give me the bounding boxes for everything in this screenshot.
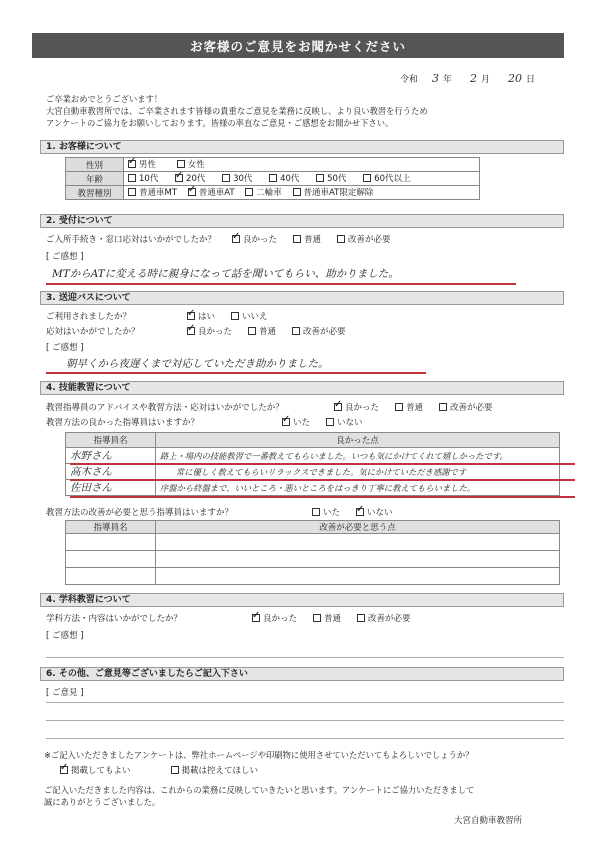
course-mt-checkbox[interactable]: 普通車MT: [128, 186, 177, 198]
month-value[interactable]: 2: [470, 72, 478, 85]
bus-comment-label: [ ご感想 ]: [46, 343, 84, 353]
skill-improve-checkbox[interactable]: 改善が必要: [439, 401, 493, 413]
reception-question: ご入所手続き・窓口応対はいかがでしたか？ ✓ 良かった 普通 改善が必要: [46, 233, 391, 245]
section-header-reception: 2. 受付について: [40, 214, 564, 228]
improve-instructor-table: 指導員名 改善が必要と思う点: [65, 520, 560, 585]
instructor-comment[interactable]: 序盤から終盤まで、いいところ・悪いところをはっきり丁寧に教えてもらいました。: [156, 480, 560, 496]
skill-question-improve: 教習方法の改善が必要と思う指導員はいますか？ いた ✓ いない: [46, 506, 393, 518]
page-title: お客様のご意見をお聞かせください: [32, 33, 564, 58]
skill-question-good: 教習方法の良かった指導員はいますか？ ✓ いた いない: [46, 416, 363, 428]
col-instructor: 指導員名: [66, 433, 156, 448]
skill-normal-checkbox[interactable]: 普通: [395, 401, 423, 413]
reception-comment[interactable]: MTからATに変える時に親身になって話を聞いてもらい、助かりました。: [52, 268, 399, 280]
instructor-name[interactable]: 水野さん: [66, 448, 156, 464]
bus-improve-checkbox[interactable]: 改善が必要: [292, 325, 346, 337]
signature: 大宮自動車教習所: [454, 816, 523, 826]
section-header-customer: 1. お客様について: [40, 140, 564, 154]
bus-question-use: ご利用されましたか？ ✓ はい いいえ: [46, 310, 268, 322]
red-underline: [46, 283, 516, 285]
table-row: [66, 448, 560, 464]
bus-use-yes-checkbox[interactable]: ✓ はい: [187, 310, 215, 322]
table-row: [66, 568, 560, 585]
lecture-comment-label: [ ご感想 ]: [46, 631, 84, 641]
other-comment-label: [ ご意見 ]: [46, 688, 84, 698]
day-value[interactable]: 20: [508, 72, 523, 85]
section-header-bus: 3. 送迎バスについて: [40, 291, 564, 305]
bus-question-service: 応対はいかがでしたか？ ✓ 良かった 普通 改善が必要: [46, 325, 346, 337]
bus-use-no-checkbox[interactable]: いいえ: [231, 310, 268, 322]
course-at-lift-checkbox[interactable]: 普通車AT限定解除: [293, 186, 374, 198]
comment-line[interactable]: [46, 720, 564, 721]
col-good-points: 良かった点: [156, 433, 560, 448]
section-header-skill: 4. 技能教習について: [40, 381, 564, 395]
reception-improve-checkbox[interactable]: 改善が必要: [337, 233, 391, 245]
instructor-name[interactable]: 佐田さん: [66, 480, 156, 496]
instructor-name[interactable]: 高木さん: [66, 464, 156, 480]
lecture-improve-checkbox[interactable]: 改善が必要: [357, 612, 411, 624]
age-20s-checkbox[interactable]: ✓ 20代: [175, 172, 205, 184]
publish-no-checkbox[interactable]: 掲載は控えてほしい: [171, 764, 259, 776]
reception-normal-checkbox[interactable]: 普通: [293, 233, 321, 245]
table-row: [66, 464, 560, 480]
gender-female-checkbox[interactable]: 女性: [177, 158, 205, 170]
table-row: [66, 534, 560, 551]
comment-line[interactable]: [46, 657, 564, 658]
date-row: 令和 3 年 2 月 20 日: [400, 72, 536, 85]
skill-good-checkbox[interactable]: ✓ 良かった: [334, 401, 379, 413]
red-underline: [70, 463, 575, 465]
instructor-comment[interactable]: 常に優しく教えてもらいリラックスできました。気にかけていただき感謝です: [156, 464, 560, 480]
age-30s-checkbox[interactable]: 30代: [222, 172, 252, 184]
section-header-lecture: 4. 学科教習について: [40, 593, 564, 607]
bus-normal-checkbox[interactable]: 普通: [248, 325, 276, 337]
age-40s-checkbox[interactable]: 40代: [269, 172, 299, 184]
bus-good-checkbox[interactable]: ✓ 良かった: [187, 325, 232, 337]
publish-ok-checkbox[interactable]: ✓ 掲載してもよい: [60, 764, 131, 776]
intro-text: ご卒業おめでとうございます！ 大宮自動車教習所では、ご卒業されます皆様の貴重なご意見を業務に反映し、より良い教習を行うため アンケートのご協力をお願いしております。皆様の率直なご意見・ご感想をお聞かせ下さい。: [46, 94, 428, 128]
skill-improve-no-checkbox[interactable]: ✓ いない: [356, 506, 393, 518]
skill-improve-yes-checkbox[interactable]: いた: [312, 506, 340, 518]
publish-note: ※ご記入いただきましたアンケートは、弊社ホームページや印刷物に使用させていただいてもよろしいでしょうか？: [44, 750, 474, 760]
reception-good-checkbox[interactable]: ✓ 良かった: [232, 233, 277, 245]
bus-comment[interactable]: 朝早くから夜遅くまで対応していただき助かりました。: [66, 358, 329, 370]
reception-comment-label: [ ご感想 ]: [46, 252, 84, 262]
publish-options: [60, 764, 258, 776]
red-underline: [70, 496, 575, 498]
closing-text: ご記入いただきました内容は、これからの業務に反映していきたいと思います。アンケートにご協力いただきまして 誠にありがとうございました。: [44, 785, 475, 807]
age-50s-checkbox[interactable]: 50代: [316, 172, 346, 184]
year-value[interactable]: 3: [432, 72, 440, 85]
comment-line[interactable]: [46, 738, 564, 739]
table-row: [66, 480, 560, 496]
table-row: [66, 551, 560, 568]
course-bike-checkbox[interactable]: 二輪車: [245, 186, 282, 198]
course-at-checkbox[interactable]: ✓ 普通車AT: [188, 186, 235, 198]
age-60s-checkbox[interactable]: 60代以上: [363, 172, 410, 184]
comment-line[interactable]: [46, 702, 564, 703]
section-header-other: 6. その他、ご意見等ございましたらご記入下さい: [40, 667, 564, 681]
instructor-comment[interactable]: 路上・場内の技能教習で一番教えてもらいました。いつも気にかけてくれて嬉しかったです。: [156, 448, 560, 464]
age-10s-checkbox[interactable]: 10代: [128, 172, 158, 184]
lecture-good-checkbox[interactable]: ✓ 良かった: [252, 612, 297, 624]
red-underline: [46, 372, 426, 374]
customer-table: 性別 ✓ 男性 女性 年齢 10代 ✓ 20代 30代 40代 50代 60代以上 教習種別 普通車MT ✓ 普通車AT 二輪車 普通車AT限定解除: [65, 157, 480, 200]
skill-question-advice: 教習指導員のアドバイスや教習方法・応対はいかがでしたか？ ✓ 良かった 普通 改善が必要: [46, 401, 493, 413]
skill-good-yes-checkbox[interactable]: ✓ いた: [282, 416, 310, 428]
gender-male-checkbox[interactable]: ✓ 男性: [128, 158, 156, 170]
lecture-question: 学科方法・内容はいかがでしたか？ ✓ 良かった 普通 改善が必要: [46, 612, 411, 624]
lecture-normal-checkbox[interactable]: 普通: [313, 612, 341, 624]
skill-good-no-checkbox[interactable]: いない: [326, 416, 363, 428]
red-underline: [70, 479, 575, 481]
